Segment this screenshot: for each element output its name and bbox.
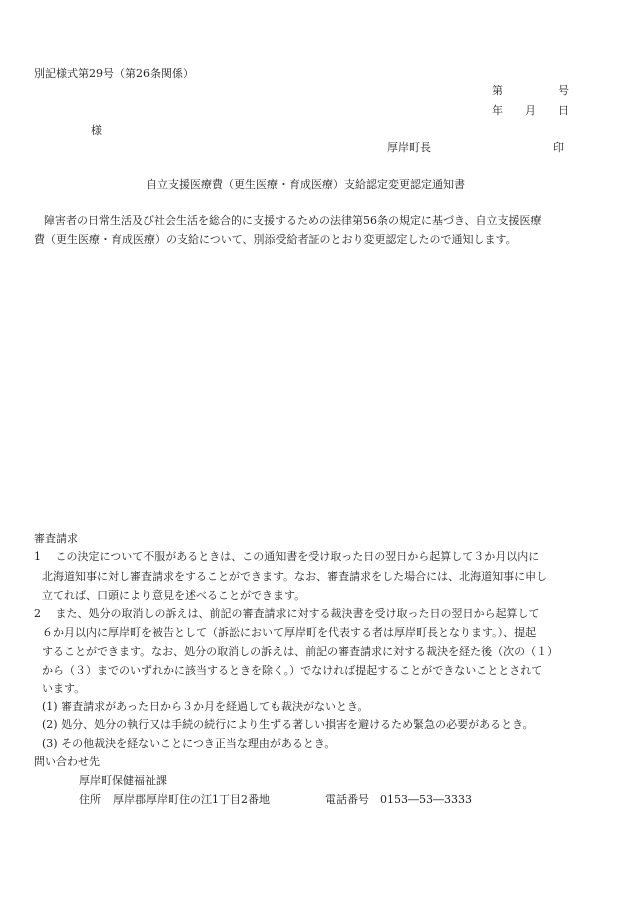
appeal-item-1-line-3: 立てれば、口頭により意見を述べることができます。 — [42, 589, 306, 602]
appeal-item-2-line-4: から（３）までのいずれかに該当するときを除く。）でなければ提起することができないこととされて — [42, 664, 543, 677]
contact-phone: 0153―53―3333 — [380, 793, 472, 806]
appeal-sub-item-2: (2) 処分、処分の執行又は手続の続行により生ずる著しい損害を避けるため緊急の必要があるとき。 — [42, 718, 534, 731]
body-line-2: 費（更生医療・育成医療）の支給について、別添受給者証のとおり変更認定したので通知します。 — [34, 233, 517, 246]
notice-title: 自立支援医療費（更生医療・育成医療）支給認定変更認定通知書 — [146, 178, 465, 191]
appeal-item-2-line-1: 2 また、処分の取消しの訴えは、前記の審査請求に対する裁決書を受け取った日の翌日から起算して — [34, 607, 540, 620]
seal-mark: 印 — [553, 141, 564, 154]
appeal-item-2-line-3: することができます。なお、処分の取消しの訴えは、前記の審査請求に対する裁決を経た後（次の（１） — [42, 645, 559, 658]
appeal-item-1-line-1: 1 この決定について不服があるときは、この通知書を受け取った日の翌日から起算して３か月以内に — [34, 550, 540, 563]
contact-heading: 問い合わせ先 — [34, 755, 100, 768]
issuer-name: 厚岸町長 — [387, 141, 431, 154]
appeal-item-1-line-2: 北海道知事に対し審査請求をすることができます。なお、審査請求をした場合には、北海道知事に申し — [42, 570, 548, 583]
date-line: 年 月 日 — [492, 104, 569, 117]
contact-department: 厚岸町保健福祉課 — [79, 774, 167, 787]
body-line-1: 障害者の日常生活及び社会生活を総合的に支援するための法律第56条の規定に基づき、自立支援医療 — [44, 214, 542, 227]
appeal-sub-item-3: (3) その他裁決を経ないことにつき正当な理由があるとき。 — [42, 737, 336, 750]
addressee-suffix: 様 — [91, 124, 102, 137]
form-number: 別記様式第29号（第26条関係） — [34, 67, 194, 80]
contact-phone-label: 電話番号 — [325, 793, 369, 806]
appeal-heading: 審査請求 — [34, 532, 78, 545]
contact-address-label: 住所 — [79, 793, 101, 806]
appeal-sub-item-1: (1) 審査請求があった日から３か月を経過しても裁決がないとき。 — [42, 700, 369, 713]
document-number-line: 第 号 — [492, 84, 569, 97]
appeal-item-2-line-2: ６か月以内に厚岸町を被告として（訴訟において厚岸町を代表する者は厚岸町長となります。）、提起 — [42, 626, 537, 639]
contact-address: 厚岸郡厚岸町住の江1丁目2番地 — [113, 793, 270, 806]
appeal-item-2-line-5: います。 — [42, 682, 86, 695]
